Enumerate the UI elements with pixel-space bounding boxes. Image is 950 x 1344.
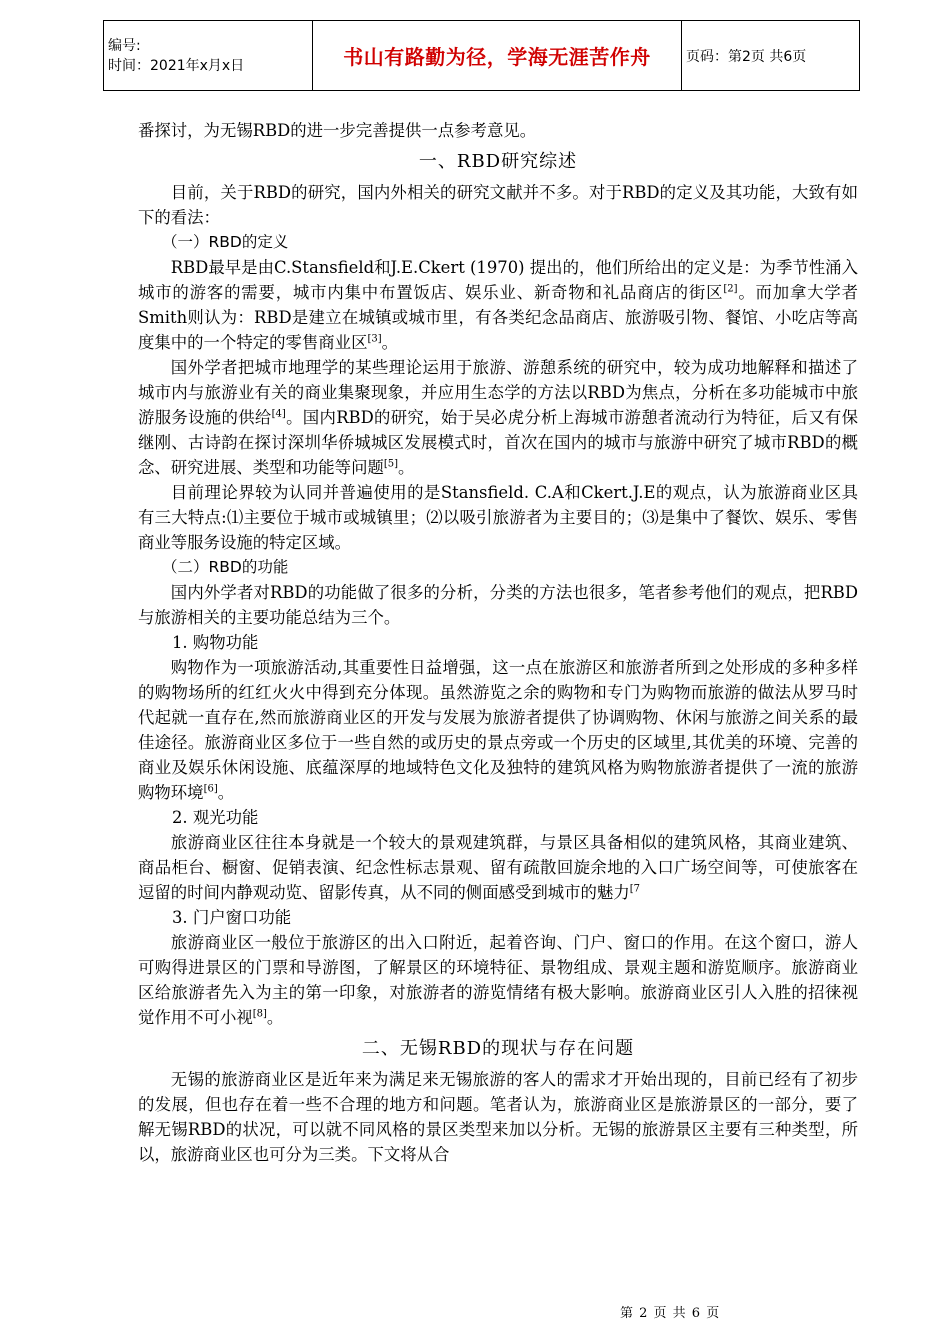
text-run: RBD最早是由C.Stansfield和J.E.Ckert (1970) 提出的，他们所给出的定义是：为季节性涌入城市的游客的需要，城市内集中布置饭店、娱乐业、新奇物和礼品商店的街区 [138, 258, 858, 302]
text-run: 。 [266, 1008, 284, 1027]
paragraph: 无锡的旅游商业区是近年来为满足来无锡旅游的客人的需求才开始出现的，目前已经有了初步的发展，但也存在着一些不合理的地方和问题。笔者认为，旅游商业区是旅游景区的一部分，要了解无锡RBD的状况，可以就不同风格的景区类型来加以分析。无锡的旅游景区主要有三种类型，所以，旅游商业区也可分为三类。下文将从合 [138, 1070, 858, 1164]
item-heading: 1. 购物功能 [172, 633, 259, 652]
paragraph: 目前理论界较为认同并普遍使用的是Stansfield. C.A和Ckert.J.E的观点，认为旅游商业区具有三大特点:⑴主要位于城市或城镇里；⑵以吸引旅游者为主要目的；⑶是集中了餐饮、娱乐、零售商业等服务设施的特定区域。 [138, 483, 858, 552]
paragraph: 国内外学者对RBD的功能做了很多的分析，分类的方法也很多，笔者参考他们的观点，把RBD与旅游相关的主要功能总结为三个。 [138, 583, 858, 627]
text-run: 。国内RBD的研究，始于吴必虎分析上海城市游憩者流动行为特征，后又有保继刚、古诗韵在探讨深圳华侨城城区发展模式时，首次在国内的城市与旅游中研究了城市RBD的概念、研究进展、类型和功能等问题 [138, 408, 859, 477]
subsection-heading: （二）RBD的功能 [162, 558, 289, 576]
citation: [8] [252, 1008, 267, 1020]
subsection-heading: （一）RBD的定义 [162, 233, 289, 251]
paragraph [138, 255, 858, 355]
citation: [2] [723, 283, 738, 295]
paragraph [138, 830, 858, 905]
item-heading: 2. 观光功能 [172, 808, 259, 827]
section-heading: 二、无锡RBD的现状与存在问题 [361, 1038, 635, 1059]
motto: 书山有路勤为径，学海无涯苦作舟 [313, 21, 682, 91]
text-run: 。 [381, 333, 399, 352]
paragraph [138, 930, 858, 1030]
paragraph [138, 655, 858, 805]
text-run: 旅游商业区往往本身就是一个较大的景观建筑群，与景区具备相似的建筑风格，其商业建筑、商品柜台、橱窗、促销表演、纪念性标志景观、留有疏散回旋余地的入口广场空间等，可使旅客在逗留的时间内静观动览、留影传真，从不同的侧面感受到城市的魅力 [138, 833, 858, 902]
paragraph: 番探讨，为无锡RBD的进一步完善提供一点参考意见。 [138, 121, 537, 140]
text-run: 旅游商业区一般位于旅游区的出入口附近，起着咨询、门户、窗口的作用。在这个窗口，游人可购得进景区的门票和导游图，了解景区的环境特征、景物组成、景观主题和游览顺序。旅游商业区给旅游者先入为主的第一印象，对旅游者的游览情绪有极大影响。旅游商业区引人入胜的招徕视觉作用不可小视 [138, 933, 858, 1027]
item-heading: 3. 门户窗口功能 [172, 908, 292, 927]
paragraph: 目前，关于RBD的研究，国内外相关的研究文献并不多。对于RBD的定义及其功能，大致有如下的看法： [138, 183, 858, 227]
paragraph [138, 355, 858, 480]
citation: [4] [271, 408, 286, 420]
section-heading: 一、RBD研究综述 [418, 151, 578, 172]
page-info: 页码：第2页 共6页 [682, 21, 860, 91]
citation: [6] [203, 783, 218, 795]
text-run: 。而加拿大学者Smith则认为：RBD是建立在城镇或城市里，有各类纪念品商店、旅游吸引物、餐馆、小吃店等高度集中的一个特定的零售商业区 [138, 283, 859, 352]
document-body [138, 118, 858, 1167]
date-label: 时间：2021年x月x日 [108, 57, 245, 74]
text-run: 国外学者把城市地理学的某些理论运用于旅游、游憩系统的研究中，较为成功地解释和描述了城市内与旅游业有关的商业集聚现象，并应用生态学的方法以RBD为焦点，分析在多功能城市中旅游服务设施的供给 [138, 358, 858, 427]
header-left-cell [104, 21, 313, 91]
page-header [103, 20, 860, 91]
text-run: 购物作为一项旅游活动,其重要性日益增强，这一点在旅游区和旅游者所到之处形成的多种多样的购物场所的红红火火中得到充分体现。虽然游览之余的购物和专门为购物而旅游的做法从罗马时代起就一直存在,然而旅游商业区的开发与发展为旅游者提供了协调购物、休闲与旅游之间关系的最佳途径。旅游商业区多位于一些自然的或历史的景点旁或一个历史的区域里,其优美的环境、完善的商业及娱乐休闲设施、底蕴深厚的地域特色文化及独特的建筑风格为购物旅游者提供了一流的旅游购物环境 [138, 658, 858, 802]
page-footer: 第 2 页 共 6 页 [620, 1306, 721, 1321]
text-run: 。 [217, 783, 235, 802]
citation: [7 [629, 883, 640, 895]
text-run: 。 [398, 458, 415, 477]
citation: [5] [383, 458, 399, 470]
citation: [3] [367, 333, 382, 345]
number-label: 编号: [108, 37, 141, 54]
